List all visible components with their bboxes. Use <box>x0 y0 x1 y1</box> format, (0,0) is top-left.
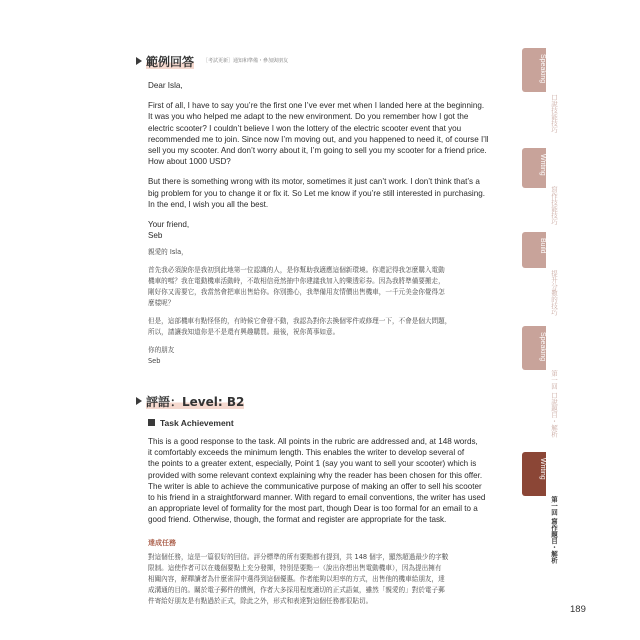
english-signoff: Your friend, Seb <box>148 220 190 241</box>
sample-subtitle: ［考試更新］通知和準備・參加與朋友 <box>203 58 289 64</box>
section-arrow-icon <box>136 57 142 65</box>
side-tab-build[interactable]: Build <box>522 232 546 268</box>
side-tab-text-3: 提升分數的技巧 <box>550 270 558 316</box>
chinese-salutation: 親愛的 Isla， <box>148 248 188 256</box>
zh-task-heading: 達成任務 <box>148 539 176 547</box>
side-tab-speaking-skills[interactable]: Speaking <box>522 48 546 92</box>
side-tab-text-4: 第一回 口說題目・解析 <box>550 370 558 438</box>
side-tab-speaking-test[interactable]: Speaking <box>522 326 546 370</box>
sample-english <box>148 80 520 241</box>
sample-title: 範例回答 <box>146 55 195 69</box>
side-tab-text-2: 寫作技能技巧 <box>550 186 558 225</box>
english-paragraph-2: But there is something wrong with its motor, sometimes it just can’t work. I don’t think that’s a big problem for you to change it or fix it. So Let me know if you’re still interested in purchasing. In the end, I wish you all the best. <box>148 177 485 209</box>
page-number: 189 <box>570 604 586 615</box>
comment-english: This is a good response to the task. All points in the rubric are addressed and, at 148 words, it comfortably exceeds the minimum length. This enables the writer to develop several of the points to a greater extent, especially, Point 1 (say you want to sell your scooter) which is provided with some relevant context explaining why the reader has been chosen for this offer. The writer is able to achieve the communicative purpose of making an offer to sell his scooter to his friend in a straightforward manner. With regard to email conventions, the writer has used an appropriate level of formality for the most part, though Dear is too formal for an email to a good friend. Otherwise, though, the format and register are appropriate for the task. <box>148 437 486 525</box>
side-tab-writing-test[interactable]: Writing <box>522 452 546 496</box>
side-tab-writing-skills[interactable]: Writing <box>522 148 546 188</box>
comment-chinese: 對這個任務，這是一篇很好的回信。評分標準的所有要點都有提到，共 148 個字，顯然超過最少的字數 限制。這使作者可以在幾個要點上充分發揮，特別是要點一（說出你想出售電動機車），因為提出擁有 相關內容，解釋讀者為什麼雀屏中選得到這個優惠。作者能夠以坦率的方式，出售他的機車給朋友，達 成溝通的目的。關於電子郵件的慣例，作者大多採用程度適切的正式語氣，雖然「親愛的」對於電子郵 件寄給好朋友是有點過於正式，除此之外，形式和表達對這個任務都很貼切。 <box>148 553 449 605</box>
side-tab-text-1: 口說技能技巧 <box>550 94 558 133</box>
comment-title: 評語：Level: B2 <box>146 395 245 409</box>
chinese-paragraph-2: 但是，這部機車有點怪怪的，有時候它會發不動，我認為對你去換個零件或修理一下，不會是個大問題， 所以，請讓我知道你是不是還有興趣購買。最後，祝你萬事如意。 <box>148 317 452 336</box>
square-bullet-icon <box>148 419 155 426</box>
chinese-paragraph-1: 首先我必須說你是我初到此地第一位認識的人，是你幫助我適應這個新環境。你還記得我怎麼購入電動 機車的嗎？我在電動機車活動時，不敢相信竟然抽中你建議我加入的樂透彩券。因為我將準備要搬走， 剛好你又需要它，我當然會把車出售給你。你別擔心，我準備用友情價出售機車，一千元美金你覺得怎 麼樣呢？ <box>148 266 445 307</box>
side-tab-text-5: 第一回 寫作題目・解析 <box>550 496 558 564</box>
chinese-signoff: 你的朋友 Seb <box>148 346 175 365</box>
sample-chinese <box>148 247 520 367</box>
english-paragraph-1: First of all, I have to say you’re the first one I’ve ever met when I landed here at the beginning. It was you who helped me adapt to the new environment. Do you remember how I got the electric scooter? I couldn’t believe I won the lottery of the electric scooter event that you recommended me to join. Since now I’m moving out, and you happened to need it, of course I’ll sell you my scooter. And don’t worry about it, I’m going to sell you my scooter for a friend price. How about 1000 USD? <box>148 101 489 167</box>
task-achievement-heading: Task Achievement <box>160 418 234 428</box>
section-arrow-icon <box>136 397 142 405</box>
english-salutation: Dear Isla, <box>148 81 183 90</box>
